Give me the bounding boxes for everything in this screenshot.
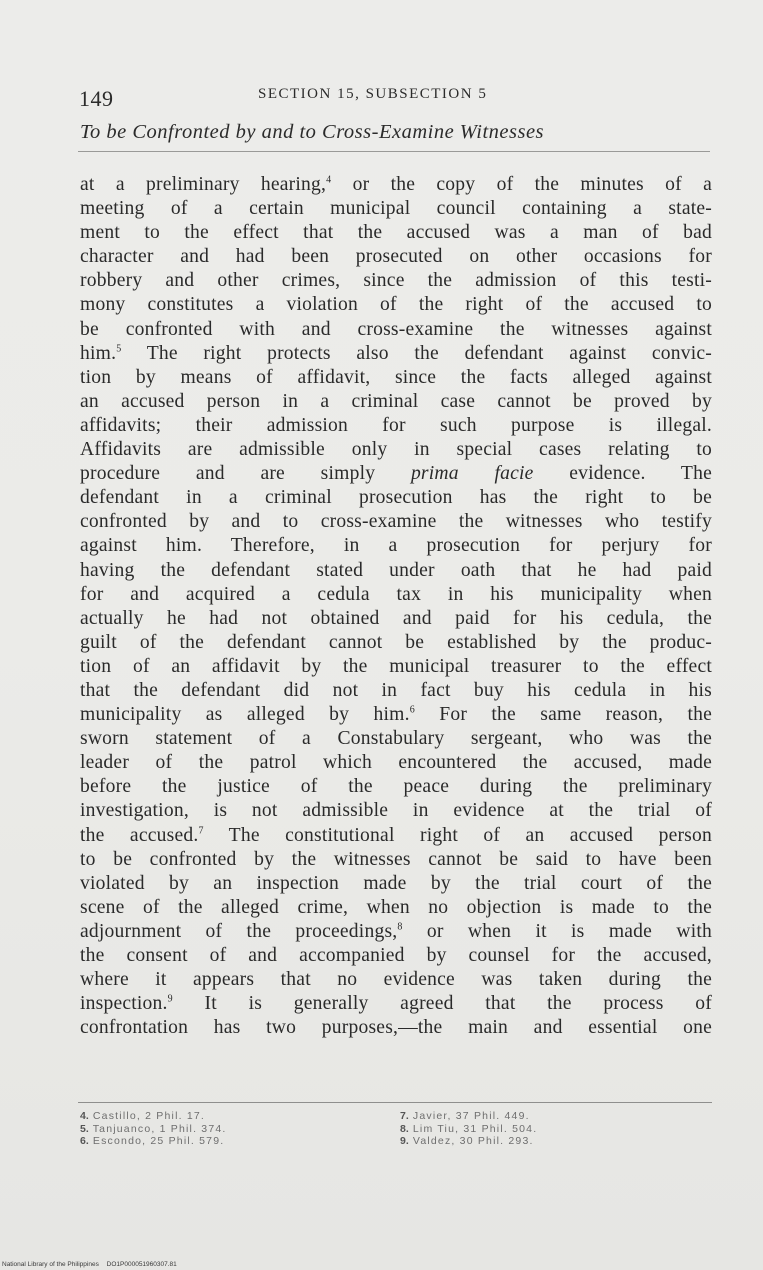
text-line: having the defendant stated under oath that he had paid — [80, 559, 712, 581]
text-line: at a preliminary hearing,$^4$ or the copy of the minutes of a — [80, 174, 712, 195]
header-rule — [78, 151, 710, 152]
footnote-marker: 9 — [167, 993, 173, 1005]
text-line: an accused person in a criminal case cannot be proved by — [80, 390, 712, 412]
text-line: actually he had not obtained and paid for his cedula, the — [80, 607, 712, 629]
text-line: ment to the effect that the accused was a man of bad — [80, 222, 712, 244]
section-heading: SECTION 15, SUBSECTION 5 — [258, 86, 488, 102]
running-title: To be Confronted by and to Cross-Examine Witnesses — [80, 121, 545, 143]
text-line: procedure and are simply prima facie evidence. The — [80, 463, 712, 485]
text-line: defendant in a criminal prosecution has the right to be — [80, 487, 712, 509]
text-line: confronted by and to cross-examine the witnesses who testify — [80, 511, 712, 533]
text-line: sworn statement of a Constabulary sergeant, who was the — [80, 728, 712, 750]
text-line: against him. Therefore, in a prosecution for perjury for — [80, 535, 712, 557]
text-line: that the defendant did not in fact buy his cedula in his — [80, 679, 712, 701]
text-line: tion of an affidavit by the municipal treasurer to the effect — [80, 655, 712, 677]
text-line: him.$^5$ The right protects also the defendant against convic- — [80, 342, 712, 364]
footnote-item: 4. Castillo, 2 Phil. 17. — [80, 1110, 206, 1122]
text-line: robbery and other crimes, since the admission of this testi- — [80, 270, 712, 292]
text-line: adjournment of the proceedings,$^8$ or when it is made with — [80, 920, 712, 942]
text-line: leader of the patrol which encountered the accused, made — [80, 752, 712, 774]
text-line: confrontation has two purposes,—the main and essential one — [80, 1017, 712, 1039]
library-name: National Library of the Philippines — [2, 1261, 99, 1268]
footnote-marker: 5 — [116, 343, 122, 355]
text-line: guilt of the defendant cannot be established by the produc- — [80, 631, 712, 653]
text-line: meeting of a certain municipal council containing a state- — [80, 198, 712, 220]
footnote-marker: 6 — [409, 704, 415, 716]
text-line: to be confronted by the witnesses cannot be said to have been — [80, 848, 712, 870]
footnotes-right-column — [400, 1110, 537, 1148]
footnote-item: 8. Lim Tiu, 31 Phil. 504. — [400, 1122, 538, 1135]
text-line: the consent of and accompanied by counsel for the accused, — [80, 945, 712, 966]
text-line: the accused.$^7$ The constitutional right of an accused person — [80, 824, 713, 846]
text-line: Affidavits are admissible only in special cases relating to — [80, 439, 712, 461]
scan-code: DO1P000051960307.81 — [106, 1261, 177, 1268]
text-line: mony constitutes a violation of the right of the accused to — [80, 294, 712, 316]
text-line: tion by means of affidavit, since the facts alleged against — [80, 366, 712, 388]
text-line: character and had been prosecuted on other occasions for — [80, 246, 712, 268]
library-credit — [2, 1261, 177, 1268]
text-line: investigation, is not admissible in evidence at the trial of — [80, 800, 712, 822]
footnote-marker: 8 — [397, 921, 403, 933]
text-line: affidavits; their admission for such purpose is illegal. — [80, 414, 712, 436]
text-line: scene of the alleged crime, when no objection is made to the — [80, 896, 712, 918]
footnote-marker: 7 — [198, 825, 204, 836]
footnote-marker: 4 — [326, 174, 332, 186]
footnote-item: 5. Tanjuanco, 1 Phil. 374. — [80, 1122, 227, 1135]
text-line: where it appears that no evidence was taken during the — [80, 969, 712, 991]
page-number: 149 — [79, 86, 114, 111]
body-text — [80, 173, 712, 1040]
footnote-item: 6. Escondo, 25 Phil. 579. — [80, 1135, 225, 1147]
text-line: municipality as alleged by him.$^6$ For the same reason, the — [80, 704, 712, 726]
text-line: violated by an inspection made by the trial court of the — [80, 872, 712, 894]
text-line: inspection.$^9$ It is generally agreed that the process of — [80, 993, 712, 1015]
footnote-item: 7. Javier, 37 Phil. 449. — [400, 1110, 530, 1122]
footnote-item: 9. Valdez, 30 Phil. 293. — [400, 1135, 534, 1147]
footnote-rule — [78, 1102, 712, 1103]
footnotes-left-column — [80, 1110, 227, 1148]
text-line: before the justice of the peace during the preliminary — [80, 776, 712, 798]
text-line: be confronted with and cross-examine the witnesses against — [80, 318, 712, 340]
text-line: for and acquired a cedula tax in his municipality when — [80, 583, 712, 605]
